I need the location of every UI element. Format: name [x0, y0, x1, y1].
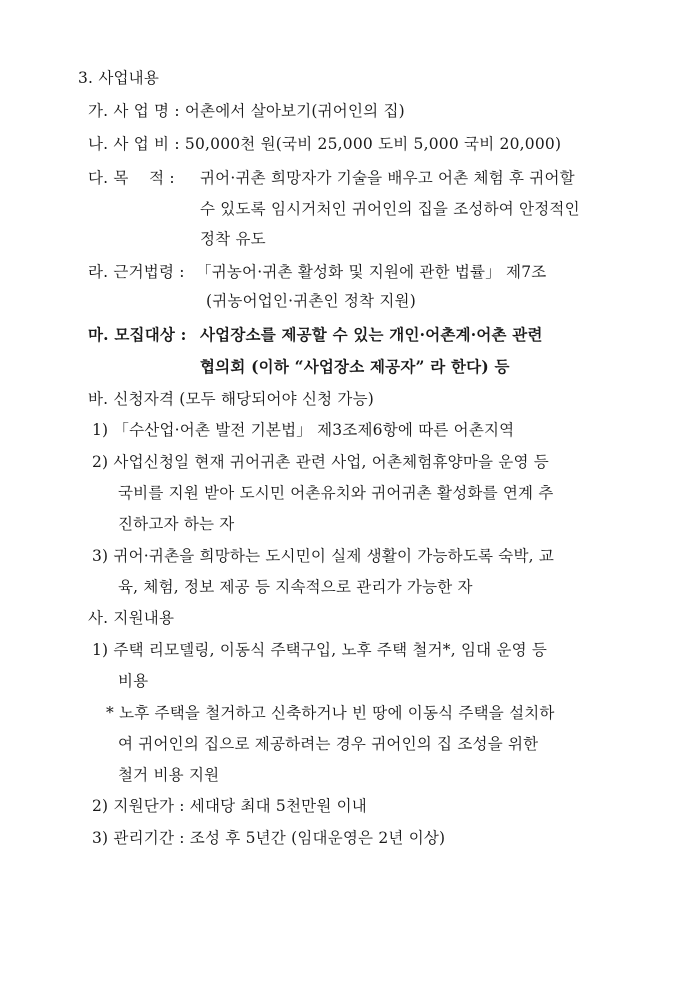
item-sa-line-2: 비용 — [118, 672, 149, 690]
item-ra-line-1: 「귀농어·귀촌 활성화 및 지원에 관한 법률」 제7조 — [196, 263, 547, 281]
item-ra-label: 라. 근거법령 : — [88, 263, 185, 281]
item-sa-note-line-2: 여 귀어인의 집으로 제공하려는 경우 귀어인의 집 조성을 위한 — [118, 735, 539, 753]
item-ba-line-3: 국비를 지원 받아 도시민 어촌유치와 귀어귀촌 활성화를 연계 추 — [118, 484, 554, 502]
item-ma-line-2: 협의회 (이하 “사업장소 제공자” 라 한다) 등 — [200, 357, 510, 376]
item-ma-label: 마. 모집대상 : — [88, 325, 187, 344]
item-ra-line-2: (귀농어업인·귀촌인 정착 지원) — [206, 292, 416, 310]
item-da-line-2: 수 있도록 임시거처인 귀어인의 집을 조성하여 안정적인 — [200, 200, 580, 218]
item-ba-heading: 바. 신청자격 (모두 해당되어야 신청 가능) — [88, 390, 375, 408]
item-da-line-1: 귀어·귀촌 희망자가 기술을 배우고 어촌 체험 후 귀어할 — [200, 169, 575, 187]
item-da-label: 다. 목 적 : — [88, 169, 175, 187]
item-ba-line-5: 3) 귀어·귀촌을 희망하는 도시민이 실제 생활이 가능하도록 숙박, 교 — [92, 547, 555, 565]
item-sa-line-1: 1) 주택 리모델링, 이동식 주택구입, 노후 주택 철거*, 임대 운영 등 — [92, 641, 548, 659]
item-sa-line-3: 2) 지원단가 : 세대당 최대 5천만원 이내 — [92, 797, 367, 815]
item-da-line-3: 정착 유도 — [200, 230, 266, 248]
item-ba-line-2: 2) 사업신청일 현재 귀어귀촌 관련 사업, 어촌체험휴양마을 운영 등 — [92, 453, 549, 471]
item-sa-note-line-1: * 노후 주택을 철거하고 신축하거나 빈 땅에 이동식 주택을 설치하 — [106, 704, 555, 722]
item-ba-line-1: 1) 「수산업·어촌 발전 기본법」 제3조제6항에 따른 어촌지역 — [92, 421, 515, 439]
item-sa-heading: 사. 지원내용 — [88, 609, 175, 627]
item-ba-line-4: 진하고자 하는 자 — [118, 515, 235, 533]
item-sa-note-line-3: 철거 비용 지원 — [118, 766, 220, 784]
item-ma-line-1: 사업장소를 제공할 수 있는 개인·어촌계·어촌 관련 — [200, 325, 543, 344]
item-ba-line-6: 육, 체험, 정보 제공 등 지속적으로 관리가 가능한 자 — [118, 578, 473, 596]
item-sa-line-4: 3) 관리기간 : 조성 후 5년간 (임대운영은 2년 이상) — [92, 829, 446, 847]
item-na-project-cost: 나. 사 업 비 : 50,000천 원(국비 25,000 도비 5,000 국비 20,000) — [88, 135, 562, 153]
section-heading: 3. 사업내용 — [78, 69, 160, 87]
item-ga-project-name: 가. 사 업 명 : 어촌에서 살아보기(귀어인의 집) — [88, 102, 405, 120]
